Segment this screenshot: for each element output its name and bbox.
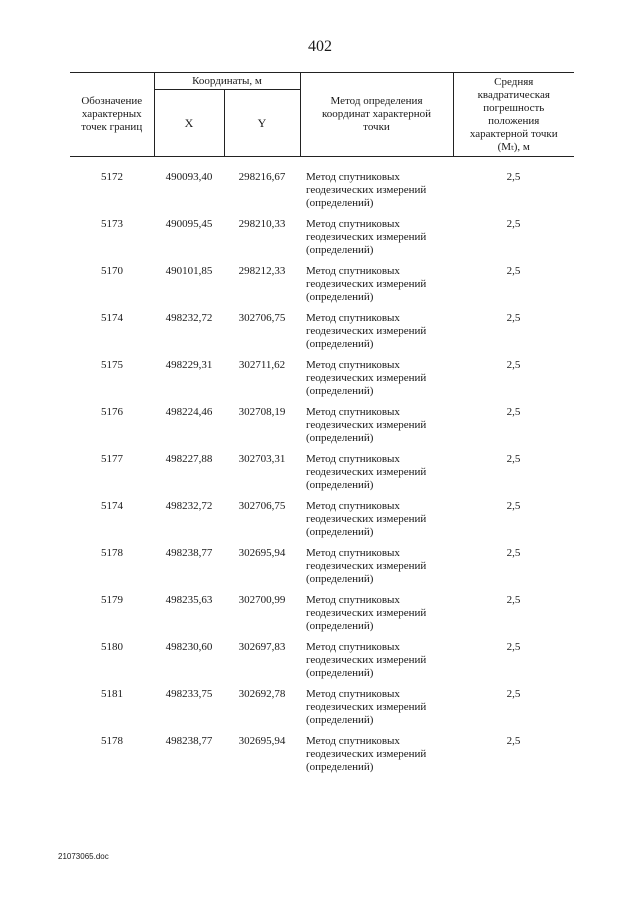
header-method: Метод определения координат характерной точки — [300, 73, 453, 157]
table-row — [70, 265, 574, 312]
error-cell: 2,5 — [506, 500, 521, 512]
point-cell: 5179 — [101, 594, 123, 606]
coord-x-cell: 490095,45 — [165, 218, 213, 230]
error-cell: 2,5 — [506, 735, 521, 747]
point-cell: 5178 — [101, 735, 123, 747]
point-cell: 5172 — [101, 171, 123, 183]
method-cell: Метод спутниковых геодезических измерений (определений) — [306, 406, 427, 444]
coord-y-cell: 302692,78 — [238, 688, 286, 700]
method-cell: Метод спутниковых геодезических измерений (определений) — [306, 547, 427, 585]
coord-x-cell: 498232,72 — [165, 312, 213, 324]
method-cell: Метод спутниковых геодезических измерений (определений) — [306, 265, 427, 303]
error-cell: 2,5 — [506, 641, 521, 653]
header-coordinates: Координаты, м — [154, 73, 300, 90]
method-cell: Метод спутниковых геодезических измерений (определений) — [306, 359, 427, 397]
table-body — [70, 157, 574, 783]
method-cell: Метод спутниковых геодезических измерений (определений) — [306, 500, 427, 538]
point-cell: 5174 — [101, 312, 123, 324]
point-cell: 5177 — [101, 453, 123, 465]
coord-x-cell: 498238,77 — [165, 735, 213, 747]
table-row — [70, 594, 574, 641]
error-cell: 2,5 — [506, 594, 521, 606]
coord-y-cell: 302706,75 — [238, 312, 286, 324]
table-row — [70, 406, 574, 453]
coord-y-cell: 302706,75 — [238, 500, 286, 512]
table-row — [70, 312, 574, 359]
error-cell: 2,5 — [506, 359, 521, 371]
point-cell: 5170 — [101, 265, 123, 277]
table-row — [70, 453, 574, 500]
error-cell: 2,5 — [506, 547, 521, 559]
method-cell: Метод спутниковых геодезических измерений (определений) — [306, 218, 427, 256]
table-row — [70, 359, 574, 406]
coord-y-cell: 302703,31 — [238, 453, 286, 465]
coord-x-cell: 498232,72 — [165, 500, 213, 512]
boundary-points-table-container — [70, 72, 574, 782]
coord-x-cell: 498224,46 — [165, 406, 213, 418]
method-cell: Метод спутниковых геодезических измерений (определений) — [306, 594, 427, 632]
coord-x-cell: 498227,88 — [165, 453, 213, 465]
error-cell: 2,5 — [506, 312, 521, 324]
error-cell: 2,5 — [506, 265, 521, 277]
point-cell: 5178 — [101, 547, 123, 559]
method-cell: Метод спутниковых геодезических измерений (определений) — [306, 735, 427, 773]
boundary-points-table — [70, 72, 574, 782]
error-cell: 2,5 — [506, 218, 521, 230]
point-cell: 5174 — [101, 500, 123, 512]
header-coord-x: X — [154, 90, 224, 157]
point-cell: 5180 — [101, 641, 123, 653]
coord-x-cell: 490101,85 — [165, 265, 213, 277]
method-cell: Метод спутниковых геодезических измерений (определений) — [306, 641, 427, 679]
coord-x-cell: 498238,77 — [165, 547, 213, 559]
error-cell: 2,5 — [506, 406, 521, 418]
error-cell: 2,5 — [506, 688, 521, 700]
method-cell: Метод спутниковых геодезических измерений (определений) — [306, 688, 427, 726]
point-cell: 5173 — [101, 218, 123, 230]
table-header — [70, 73, 574, 157]
coord-y-cell: 298216,67 — [238, 171, 286, 183]
coord-y-cell: 302708,19 — [238, 406, 286, 418]
coord-x-cell: 490093,40 — [165, 171, 213, 183]
coord-y-cell: 298210,33 — [238, 218, 286, 230]
coord-y-cell: 302697,83 — [238, 641, 286, 653]
coord-x-cell: 498235,63 — [165, 594, 213, 606]
header-point-designation: Обозначение характерных точек границ — [70, 73, 154, 157]
table-row — [70, 641, 574, 688]
method-cell: Метод спутниковых геодезических измерений (определений) — [306, 312, 427, 350]
header-mean-square-error: Средняя квадратическая погрешность положения характерной точки (Mₜ), м — [453, 73, 574, 157]
coord-y-cell: 302695,94 — [238, 547, 286, 559]
table-row — [70, 157, 574, 219]
page-number: 402 — [308, 38, 332, 55]
method-cell: Метод спутниковых геодезических измерений (определений) — [306, 453, 427, 491]
coord-y-cell: 302711,62 — [238, 359, 286, 371]
coord-y-cell: 298212,33 — [238, 265, 286, 277]
table-row — [70, 735, 574, 782]
header-coord-y: Y — [224, 90, 300, 157]
coord-y-cell: 302700,99 — [238, 594, 286, 606]
point-cell: 5175 — [101, 359, 123, 371]
coord-x-cell: 498229,31 — [165, 359, 213, 371]
table-row — [70, 547, 574, 594]
coord-x-cell: 498233,75 — [165, 688, 213, 700]
coord-y-cell: 302695,94 — [238, 735, 286, 747]
document-id-footer: 21073065.doc — [58, 852, 109, 861]
coord-x-cell: 498230,60 — [165, 641, 213, 653]
method-cell: Метод спутниковых геодезических измерений (определений) — [306, 171, 427, 209]
table-row — [70, 218, 574, 265]
error-cell: 2,5 — [506, 171, 521, 183]
point-cell: 5176 — [101, 406, 123, 418]
point-cell: 5181 — [101, 688, 123, 700]
error-cell: 2,5 — [506, 453, 521, 465]
table-row — [70, 688, 574, 735]
table-row — [70, 500, 574, 547]
